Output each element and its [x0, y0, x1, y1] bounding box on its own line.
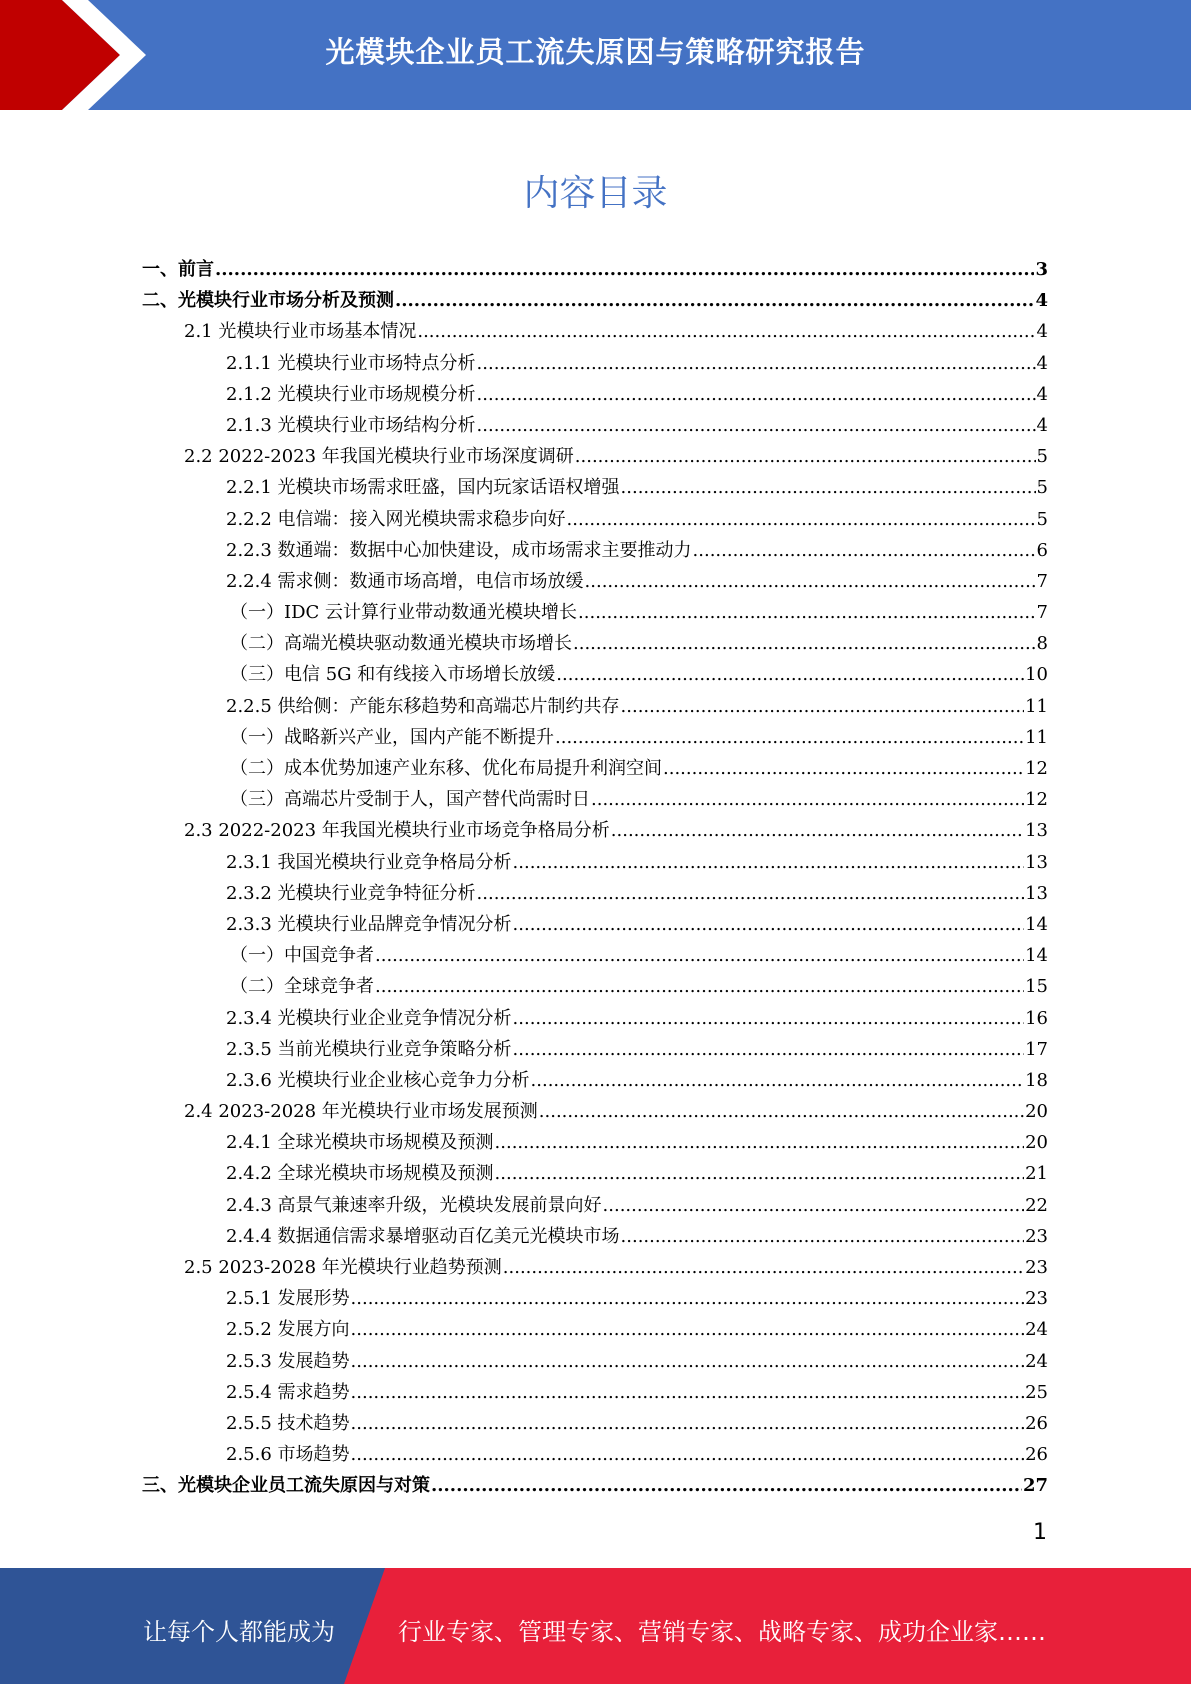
toc-entry-page: 13	[1025, 820, 1048, 842]
toc-entry[interactable]	[142, 1222, 1048, 1253]
toc-leader-dots	[495, 1163, 1025, 1184]
toc-entry-page: 20	[1025, 1132, 1048, 1154]
toc-leader-dots	[375, 945, 1024, 966]
toc-leader-dots	[513, 1008, 1025, 1029]
toc-entry-label: 2.1.2 光模块行业市场规模分析	[226, 383, 476, 405]
toc-leader-dots	[477, 883, 1025, 904]
toc-entry-label: 2.5.3 发展趋势	[226, 1350, 350, 1372]
toc-entry[interactable]	[142, 411, 1048, 442]
toc-entry-page: 24	[1025, 1319, 1048, 1341]
toc-entry-page: 16	[1025, 1007, 1048, 1029]
toc-entry-label: 一、前言	[142, 259, 214, 280]
toc-entry-page: 8	[1036, 633, 1048, 655]
toc-entry[interactable]	[142, 941, 1048, 972]
toc-entry-page: 7	[1036, 602, 1048, 624]
toc-entry-page: 21	[1025, 1163, 1048, 1185]
toc-entry-page: 11	[1025, 695, 1048, 717]
toc-entry[interactable]	[142, 349, 1048, 380]
footer-slogan-left: 让每个人都能成为	[143, 1618, 335, 1646]
toc-leader-dots	[556, 664, 1024, 685]
table-of-contents	[142, 255, 1048, 1503]
toc-entry[interactable]	[142, 754, 1048, 785]
toc-entry-label: 2.2.5 供给侧：产能东移趋势和高端芯片制约共存	[226, 695, 620, 717]
toc-entry-label: 2.1 光模块行业市场基本情况	[184, 321, 417, 343]
toc-leader-dots	[351, 1351, 1025, 1372]
toc-leader-dots	[621, 477, 1036, 498]
toc-entry[interactable]	[142, 1409, 1048, 1440]
toc-entry-page: 27	[1022, 1475, 1048, 1497]
report-title: 光模块企业员工流失原因与策略研究报告	[325, 35, 866, 69]
toc-leader-dots	[351, 1382, 1025, 1403]
toc-entry[interactable]	[142, 473, 1048, 504]
toc-leader-dots	[621, 696, 1025, 717]
toc-entry-page: 13	[1025, 851, 1048, 873]
toc-entry-page: 12	[1025, 758, 1048, 779]
toc-entry-page: 24	[1025, 1350, 1048, 1372]
toc-leader-dots	[611, 820, 1024, 841]
toc-entry-page: 10	[1025, 664, 1048, 686]
toc-leader-dots	[215, 259, 1034, 280]
toc-entry[interactable]	[142, 442, 1048, 473]
toc-entry-label: 2.5.6 市场趋势	[226, 1444, 350, 1466]
toc-entry[interactable]	[142, 505, 1048, 536]
toc-entry-label: （二）高端光模块驱动数通光模块市场增长	[230, 633, 572, 655]
toc-entry[interactable]	[142, 317, 1048, 348]
toc-entry-label: （三）电信 5G 和有线接入市场增长放缓	[230, 664, 556, 686]
toc-entry[interactable]	[142, 910, 1048, 941]
toc-entry[interactable]	[142, 1004, 1048, 1035]
toc-entry[interactable]	[142, 723, 1048, 754]
toc-leader-dots	[591, 789, 1024, 810]
toc-leader-dots	[477, 415, 1036, 436]
toc-entry-label: 2.3.5 当前光模块行业竞争策略分析	[226, 1038, 512, 1060]
toc-entry[interactable]	[142, 1035, 1048, 1066]
toc-entry-label: 2.3.1 我国光模块行业竞争格局分析	[226, 851, 512, 873]
toc-entry[interactable]	[142, 660, 1048, 691]
toc-entry-label: 2.5.2 发展方向	[226, 1319, 350, 1341]
toc-entry[interactable]	[142, 879, 1048, 910]
toc-entry-label: 2.4.1 全球光模块市场规模及预测	[226, 1132, 494, 1154]
toc-leader-dots	[555, 727, 1024, 748]
toc-entry[interactable]	[142, 1347, 1048, 1378]
toc-entry-label: 三、光模块企业员工流失原因与对策	[142, 1475, 430, 1497]
toc-leader-dots	[539, 1101, 1024, 1122]
toc-entry-label: （一）IDC 云计算行业带动数通光模块增长	[230, 602, 578, 624]
toc-entry-label: （二）全球竞争者	[230, 976, 374, 998]
toc-leader-dots	[578, 602, 1036, 623]
toc-entry-label: （二）成本优势加速产业东移、优化布局提升利润空间	[230, 758, 662, 779]
toc-entry[interactable]	[142, 1097, 1048, 1128]
toc-leader-dots	[375, 976, 1024, 997]
toc-entry-label: 2.3.3 光模块行业品牌竞争情况分析	[226, 913, 512, 935]
toc-entry[interactable]	[142, 1128, 1048, 1159]
toc-entry-label: 2.3.4 光模块行业企业竞争情况分析	[226, 1007, 512, 1029]
toc-entry[interactable]	[142, 1440, 1048, 1471]
toc-entry[interactable]	[142, 567, 1048, 598]
toc-leader-dots	[585, 571, 1036, 592]
toc-entry-page: 4	[1036, 352, 1048, 374]
toc-leader-dots	[531, 1070, 1025, 1091]
toc-entry[interactable]	[142, 1315, 1048, 1346]
toc-entry-label: 2.3 2022-2023 年我国光模块行业市场竞争格局分析	[184, 820, 610, 842]
toc-entry[interactable]	[142, 255, 1048, 286]
toc-entry-label: 2.2.3 数通端：数据中心加快建设，成市场需求主要推动力	[226, 539, 692, 561]
toc-leader-dots	[395, 290, 1034, 311]
toc-entry-page: 7	[1036, 570, 1048, 592]
footer-slogan-right: 行业专家、管理专家、营销专家、战略专家、成功企业家……	[398, 1618, 1046, 1646]
toc-leader-dots	[621, 1226, 1025, 1247]
toc-entry-page: 5	[1036, 508, 1048, 530]
toc-entry[interactable]	[142, 629, 1048, 660]
toc-leader-dots	[351, 1319, 1025, 1340]
toc-leader-dots	[351, 1288, 1025, 1309]
toc-entry-label: 2.1.3 光模块行业市场结构分析	[226, 414, 476, 436]
toc-entry-label: 二、光模块行业市场分析及预测	[142, 290, 394, 312]
toc-entry-page: 25	[1025, 1381, 1048, 1403]
toc-entry[interactable]	[142, 1191, 1048, 1222]
toc-entry-page: 23	[1025, 1257, 1048, 1278]
toc-leader-dots	[477, 353, 1036, 374]
toc-leader-dots	[513, 1039, 1025, 1060]
toc-entry-page: 12	[1025, 789, 1048, 811]
toc-entry[interactable]	[142, 972, 1048, 1003]
toc-entry[interactable]	[142, 816, 1048, 847]
toc-leader-dots	[567, 509, 1036, 530]
toc-entry[interactable]	[142, 536, 1048, 567]
toc-entry-label: 2.5.5 技术趋势	[226, 1412, 350, 1434]
toc-entry-page: 5	[1036, 477, 1048, 499]
toc-entry-label: （一）战略新兴产业，国内产能不断提升	[230, 726, 554, 748]
toc-entry[interactable]	[142, 692, 1048, 723]
toc-entry-label: 2.1.1 光模块行业市场特点分析	[226, 352, 476, 374]
toc-entry-label: （一）中国竞争者	[230, 945, 374, 967]
toc-leader-dots	[573, 633, 1036, 654]
toc-entry-page: 5	[1036, 446, 1048, 468]
toc-entry-page: 26	[1025, 1412, 1048, 1434]
toc-entry-page: 20	[1025, 1101, 1048, 1123]
toc-leader-dots	[477, 384, 1036, 405]
toc-leader-dots	[351, 1444, 1025, 1465]
toc-entry-page: 26	[1025, 1444, 1048, 1466]
toc-leader-dots	[351, 1413, 1025, 1434]
toc-entry-label: 2.3.2 光模块行业竞争特征分析	[226, 882, 476, 904]
toc-entry-page: 23	[1025, 1225, 1048, 1247]
toc-leader-dots	[663, 758, 1024, 779]
toc-entry[interactable]	[142, 598, 1048, 629]
toc-entry-page: 4	[1036, 321, 1048, 343]
toc-entry-page: 6	[1036, 539, 1048, 561]
toc-entry[interactable]	[142, 1378, 1048, 1409]
toc-leader-dots	[503, 1257, 1024, 1278]
toc-entry-page: 17	[1025, 1038, 1048, 1060]
toc-entry-page: 22	[1025, 1194, 1048, 1216]
toc-entry-page: 18	[1025, 1069, 1048, 1091]
toc-heading: 内容目录	[523, 173, 668, 214]
toc-leader-dots	[513, 852, 1025, 873]
toc-entry-page: 15	[1025, 976, 1048, 998]
toc-leader-dots	[693, 540, 1036, 561]
toc-entry-page: 14	[1025, 913, 1048, 935]
toc-entry[interactable]	[142, 848, 1048, 879]
toc-leader-dots	[495, 1132, 1025, 1153]
toc-leader-dots	[575, 446, 1036, 467]
toc-entry[interactable]	[142, 380, 1048, 411]
toc-entry[interactable]	[142, 1066, 1048, 1097]
toc-leader-dots	[431, 1475, 1022, 1496]
toc-entry-label: 2.4.2 全球光模块市场规模及预测	[226, 1163, 494, 1185]
page-header	[0, 0, 1191, 110]
toc-entry-label: 2.4.4 数据通信需求暴增驱动百亿美元光模块市场	[226, 1225, 620, 1247]
toc-entry-label: 2.3.6 光模块行业企业核心竞争力分析	[226, 1069, 530, 1091]
toc-entry-label: 2.2 2022-2023 年我国光模块行业市场深度调研	[184, 446, 574, 468]
toc-entry-label: 2.4 2023-2028 年光模块行业市场发展预测	[184, 1101, 538, 1123]
toc-entry-label: 2.2.2 电信端：接入网光模块需求稳步向好	[226, 508, 566, 530]
toc-entry-page: 13	[1025, 882, 1048, 904]
toc-entry-page: 3	[1035, 259, 1048, 280]
toc-entry-page: 4	[1036, 383, 1048, 405]
page-number: 1	[1033, 1520, 1047, 1545]
toc-entry-page: 4	[1035, 290, 1048, 312]
toc-entry-label: 2.2.4 需求侧：数通市场高增，电信市场放缓	[226, 570, 584, 592]
toc-entry-label: 2.4.3 高景气兼速率升级，光模块发展前景向好	[226, 1194, 602, 1216]
toc-entry[interactable]	[142, 1471, 1048, 1502]
toc-entry[interactable]	[142, 785, 1048, 816]
toc-entry[interactable]	[142, 1284, 1048, 1315]
toc-entry-page: 14	[1025, 945, 1048, 967]
toc-leader-dots	[513, 914, 1025, 935]
toc-leader-dots	[417, 321, 1035, 342]
toc-entry-page: 23	[1025, 1288, 1048, 1310]
toc-entry-label: 2.5.4 需求趋势	[226, 1381, 350, 1403]
toc-entry-label: 2.2.1 光模块市场需求旺盛，国内玩家话语权增强	[226, 477, 620, 499]
toc-entry-label: 2.5.1 发展形势	[226, 1288, 350, 1310]
toc-entry-page: 4	[1036, 414, 1048, 436]
toc-entry[interactable]	[142, 1253, 1048, 1284]
page-footer	[0, 1568, 1191, 1684]
toc-leader-dots	[603, 1195, 1025, 1216]
toc-entry[interactable]	[142, 286, 1048, 317]
toc-entry[interactable]	[142, 1159, 1048, 1190]
toc-entry-page: 11	[1025, 726, 1048, 748]
toc-entry-label: （三）高端芯片受制于人，国产替代尚需时日	[230, 789, 590, 811]
toc-entry-label: 2.5 2023-2028 年光模块行业趋势预测	[184, 1257, 502, 1278]
